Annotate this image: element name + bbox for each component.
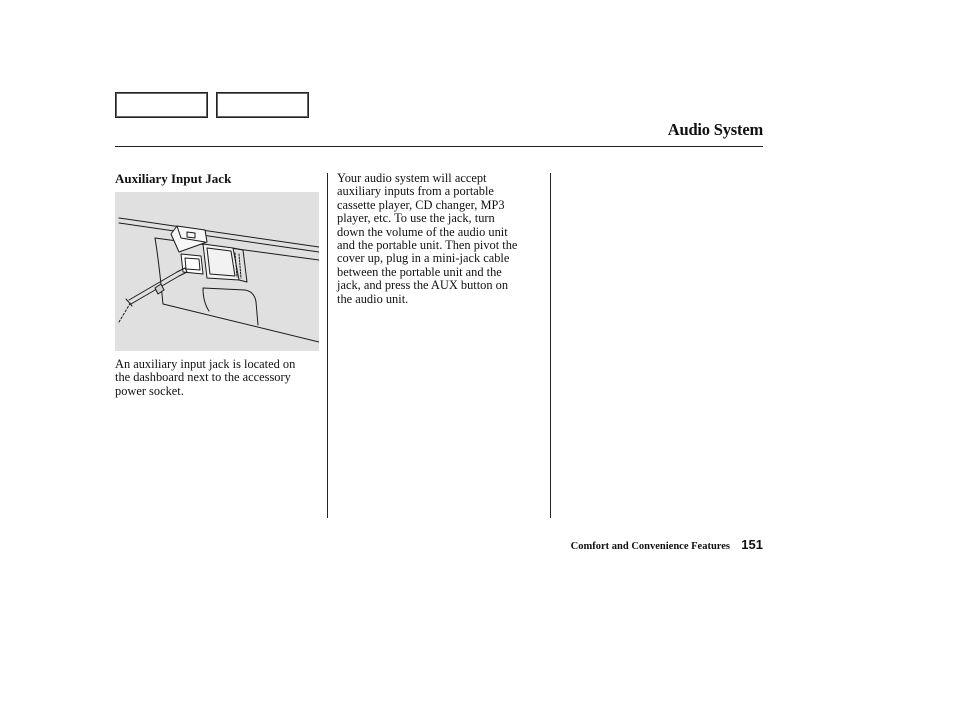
page-number: 151 <box>741 537 763 552</box>
nav-tab-index[interactable] <box>216 92 309 118</box>
jack-illustration-svg <box>115 192 319 351</box>
column-divider <box>550 173 551 518</box>
header-rule <box>115 146 763 147</box>
column-divider <box>327 173 328 518</box>
footer-section-name: Comfort and Convenience Features <box>570 541 730 552</box>
auxiliary-jack-illustration <box>115 192 319 351</box>
section-title: Audio System <box>667 120 763 139</box>
jack-location-caption: An auxiliary input jack is located on the dashboard next to the accessory power socket. <box>115 357 296 398</box>
nav-tab-main-menu[interactable] <box>115 92 208 118</box>
jack-usage-paragraph: Your audio system will accept auxiliary inputs from a portable cassette player, CD changer, MP3 player, etc. To use the jack, turn down the volume of the audio unit and the portable unit. Then pivot the cover up, plug in a mini-jack cable between the portable unit and the jack, and press the AUX button on the audio unit. <box>337 171 518 306</box>
sub-heading: Auxiliary Input Jack <box>115 171 232 186</box>
